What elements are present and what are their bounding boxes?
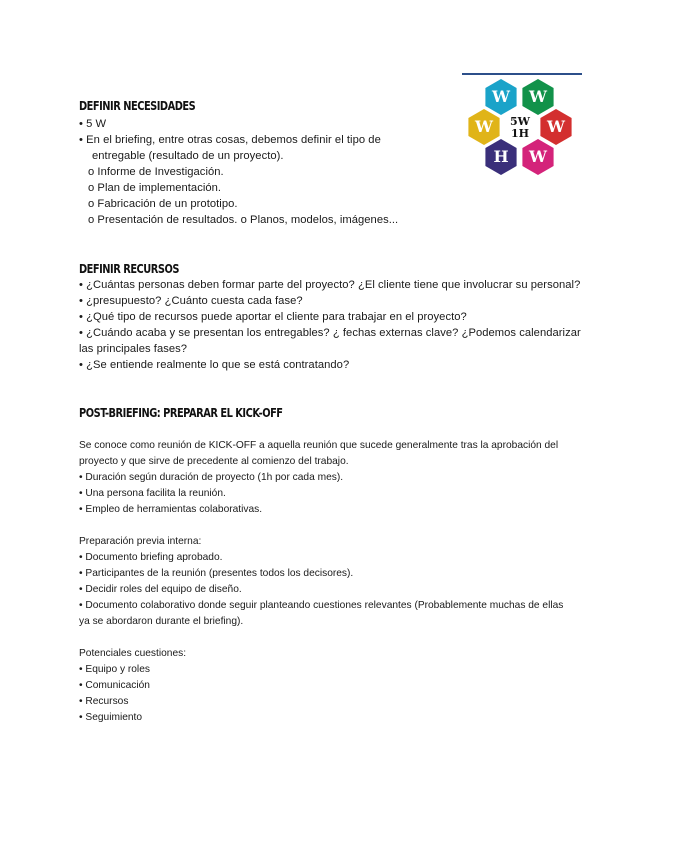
list-item-continuation: las principales fases? [79,343,188,355]
sub-list-item: o Plan de implementación. [88,182,222,194]
list-item: • ¿Qué tipo de recursos puede aportar el cliente para trabajar en el proyecto? [79,311,467,323]
list-item: • En el briefing, entre otras cosas, debemos definir el tipo de [79,134,381,146]
hex-where-letter: W [475,117,493,136]
list-item: • ¿Cuándo acaba y se presentan los entregables? ¿ fechas externas clave? ¿Podemos calendarizar [79,327,581,339]
list-item: • ¿Se entiende realmente lo que se está contratando? [79,359,350,371]
list-item-continuation: ya se abordaron durante el briefing). [79,616,244,627]
subheading-potenciales: Potenciales cuestiones: [79,648,187,659]
list-item: • ¿presupuesto? ¿Cuánto cuesta cada fase? [79,295,303,307]
list-item: • Documento colaborativo donde seguir planteando cuestiones relevantes (Probablemente muchas de ellas [79,600,564,611]
list-item: • Recursos [79,696,129,707]
hex-why-letter: W [547,117,565,136]
list-item: • Seguimiento [79,712,143,723]
list-item: • Comunicación [79,680,150,691]
logo-center-5w: 5W [509,115,531,128]
list-item: • Equipo y roles [79,664,150,675]
sub-list-item: o Presentación de resultados. o Planos, modelos, imágenes... [88,214,399,226]
list-item: • 5 W [79,118,107,130]
paragraph-line: proyecto y que sirve de precedente al comienzo del trabajo. [79,456,349,467]
hex-how-letter: H [493,147,509,166]
list-item: • Empleo de herramientas colaborativas. [79,504,263,515]
list-item-continuation: entregable (resultado de un proyecto). [92,150,284,162]
hex-who-letter: W [492,87,510,106]
sub-list-item: o Informe de Investigación. [88,166,224,178]
list-item: • Una persona facilita la reunión. [79,488,226,499]
paragraph-line: Se conoce como reunión de KICK-OFF a aquella reunión que sucede generalmente tras la aprobación del [79,440,559,451]
list-item: • Participantes de la reunión (presentes todos los decisores). [79,568,354,579]
list-item: • Decidir roles del equipo de diseño. [79,584,242,595]
heading-definir-recursos: DEFINIR RECURSOS [79,262,179,276]
hex-what-letter: W [529,87,547,106]
list-item: • Documento briefing aprobado. [79,552,223,563]
logo-center-1h: 1H [510,127,530,140]
list-item: • Duración según duración de proyecto (1h por cada mes). [79,472,344,483]
sub-list-item: o Fabricación de un prototipo. [88,198,238,210]
subheading-preparacion: Preparación previa interna: [79,536,202,547]
5w1h-logo [462,72,582,182]
heading-post-briefing: POST-BRIEFING: PREPARAR EL KICK-OFF [79,406,283,420]
list-item: • ¿Cuántas personas deben formar parte del proyecto? ¿El cliente tiene que involucrar su personal? [79,279,581,291]
heading-definir-necesidades: DEFINIR NECESIDADES [79,99,196,113]
hex-when-letter: W [529,147,547,166]
